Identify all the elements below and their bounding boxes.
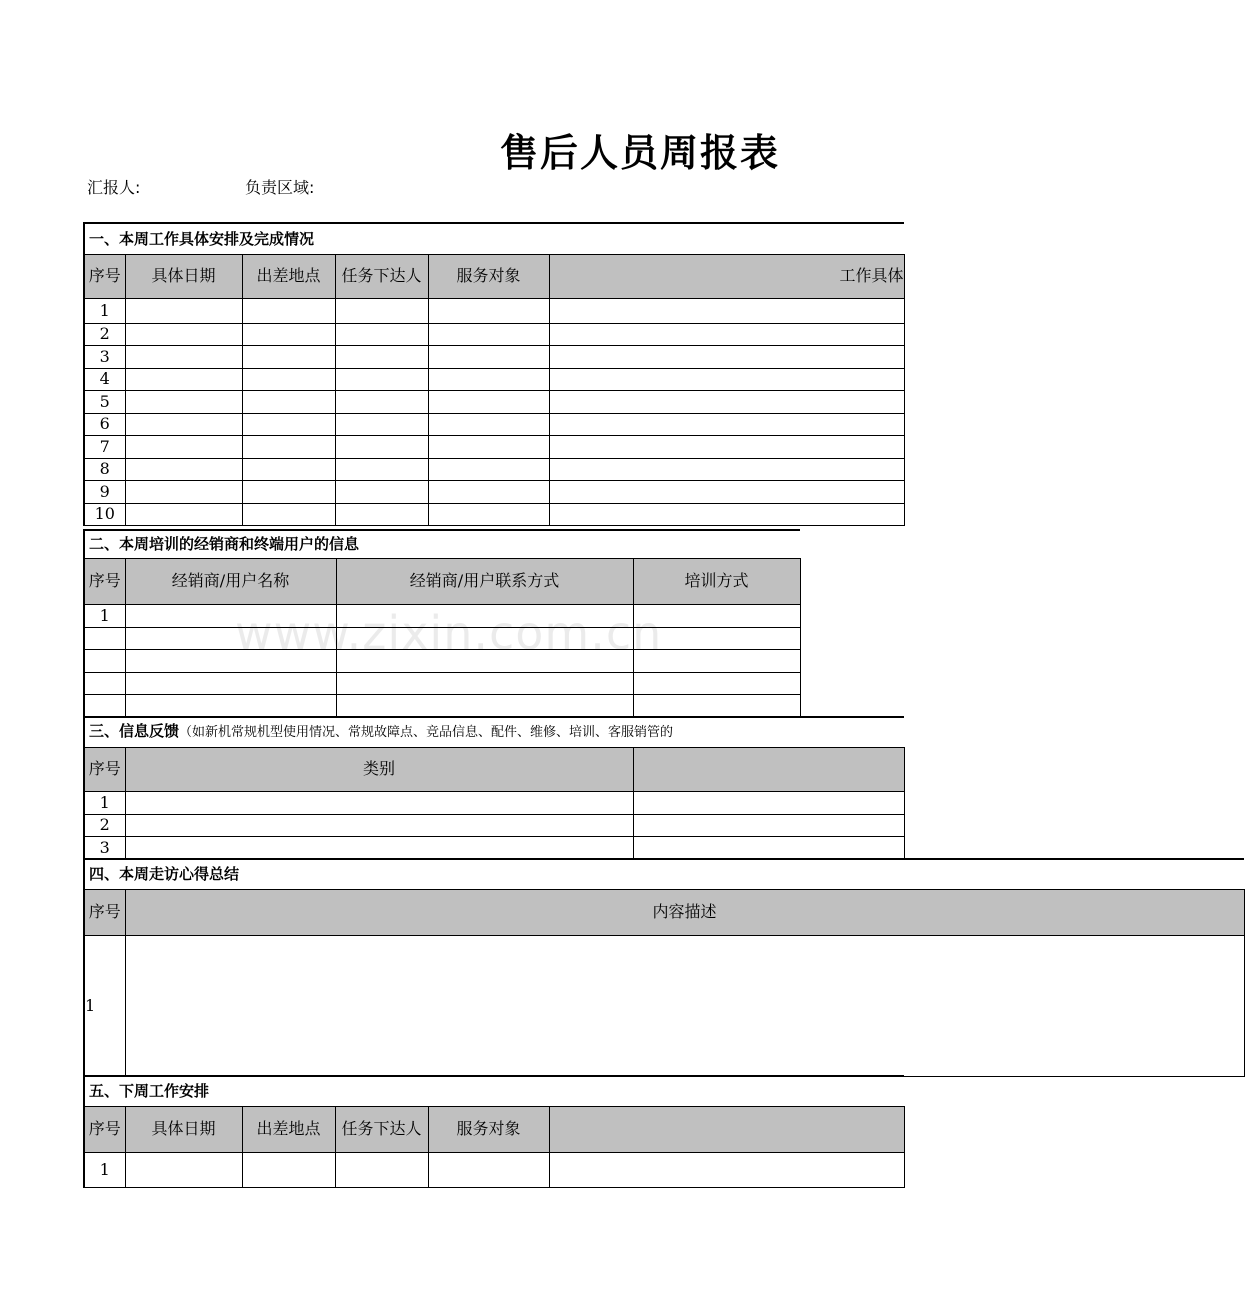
- cell[interactable]: [242, 503, 335, 525]
- row-index: 2: [84, 323, 125, 345]
- cell[interactable]: [549, 480, 904, 503]
- row-index: [84, 627, 125, 649]
- row-index: 6: [84, 413, 125, 435]
- section1-header-row: [84, 254, 904, 298]
- table-row: [84, 435, 904, 458]
- cell[interactable]: [428, 368, 549, 390]
- row-index: 1: [84, 935, 125, 1076]
- cell[interactable]: [549, 323, 904, 345]
- cell[interactable]: [549, 368, 904, 390]
- row-index: 7: [84, 435, 125, 458]
- cell[interactable]: [242, 458, 335, 480]
- cell[interactable]: [428, 458, 549, 480]
- table-row: [84, 836, 904, 859]
- col-header-client: 服务对象: [428, 1106, 549, 1152]
- cell[interactable]: [336, 694, 633, 717]
- col-header-location: 出差地点: [242, 1106, 335, 1152]
- section4-table-wrap: [83, 858, 799, 1077]
- section5-table: [83, 1075, 905, 1188]
- col-header-date: 具体日期: [125, 254, 242, 298]
- cell[interactable]: [125, 368, 242, 390]
- col-header-description: 内容描述: [125, 889, 1244, 935]
- row-index: 9: [84, 480, 125, 503]
- col-header-work-detail: 工作具体: [549, 254, 904, 298]
- table-row: [84, 458, 904, 480]
- cell[interactable]: [633, 694, 800, 717]
- col-header-work-detail: [549, 1106, 904, 1152]
- cell[interactable]: [335, 345, 428, 368]
- section5-header-row: [84, 1106, 904, 1152]
- col-header-training-method: 培训方式: [633, 558, 800, 604]
- watermark: www.zixin.com.cn: [235, 606, 663, 660]
- cell[interactable]: [335, 1152, 428, 1187]
- cell[interactable]: [335, 503, 428, 525]
- table-row: [84, 935, 1244, 1076]
- cell[interactable]: [335, 368, 428, 390]
- cell[interactable]: [335, 390, 428, 413]
- table-row: [84, 694, 800, 717]
- section3-table-wrap: [83, 716, 799, 860]
- table-row: [84, 413, 904, 435]
- cell[interactable]: [633, 836, 904, 859]
- section3-heading-cell: [84, 717, 904, 747]
- reporter-label: 汇报人:: [87, 178, 141, 197]
- table-row: [84, 298, 904, 323]
- cell[interactable]: [125, 345, 242, 368]
- cell[interactable]: [428, 345, 549, 368]
- table-row: [84, 791, 904, 814]
- table-row: [84, 323, 904, 345]
- row-index: 4: [84, 368, 125, 390]
- col-header-index: 序号: [84, 747, 125, 791]
- cell[interactable]: [125, 298, 242, 323]
- cell[interactable]: [428, 435, 549, 458]
- cell[interactable]: [125, 694, 336, 717]
- cell[interactable]: [335, 413, 428, 435]
- col-header-date: 具体日期: [125, 1106, 242, 1152]
- table-row: [84, 480, 904, 503]
- cell[interactable]: [549, 1152, 904, 1187]
- row-index: 2: [84, 814, 125, 836]
- col-header-assigner: 任务下达人: [335, 1106, 428, 1152]
- cell[interactable]: [335, 298, 428, 323]
- cell[interactable]: [242, 298, 335, 323]
- cell[interactable]: [428, 413, 549, 435]
- cell[interactable]: [335, 458, 428, 480]
- cell[interactable]: [428, 298, 549, 323]
- col-header-location: 出差地点: [242, 254, 335, 298]
- row-index: 5: [84, 390, 125, 413]
- table-row: [84, 345, 904, 368]
- cell[interactable]: [125, 323, 242, 345]
- section4-heading: 四、本周走访心得总结: [84, 859, 1244, 889]
- cell[interactable]: [125, 672, 336, 694]
- table-row: [84, 503, 904, 525]
- cell[interactable]: [633, 672, 800, 694]
- report-title: 售后人员周报表: [500, 131, 781, 175]
- section3-table: [83, 716, 905, 860]
- table-row: [84, 390, 904, 413]
- col-header-assigner: 任务下达人: [335, 254, 428, 298]
- col-header-dealer-contact: 经销商/用户联系方式: [336, 558, 633, 604]
- section5-heading: 五、下周工作安排: [84, 1076, 904, 1106]
- row-index: 1: [84, 604, 125, 627]
- cell[interactable]: [428, 480, 549, 503]
- table-row: [84, 368, 904, 390]
- section3-note: （如新机常规机型使用情况、常规故障点、竞品信息、配件、维修、培训、客服销管的: [179, 725, 674, 741]
- cell[interactable]: [428, 323, 549, 345]
- cell[interactable]: [633, 814, 904, 836]
- row-index: 3: [84, 345, 125, 368]
- row-index: 8: [84, 458, 125, 480]
- cell[interactable]: [549, 298, 904, 323]
- cell[interactable]: [242, 345, 335, 368]
- cell[interactable]: [549, 458, 904, 480]
- col-header-dealer-name: 经销商/用户名称: [125, 558, 336, 604]
- cell[interactable]: [335, 480, 428, 503]
- table-row: [84, 1152, 904, 1187]
- col-header-index: 序号: [84, 1106, 125, 1152]
- col-header-client: 服务对象: [428, 254, 549, 298]
- row-index: [84, 694, 125, 717]
- cell[interactable]: [335, 323, 428, 345]
- col-header-index: 序号: [84, 254, 125, 298]
- section3-heading: 三、信息反馈: [89, 722, 180, 741]
- cell[interactable]: [125, 1152, 242, 1187]
- cell[interactable]: [549, 390, 904, 413]
- cell[interactable]: [242, 1152, 335, 1187]
- cell[interactable]: [125, 503, 242, 525]
- cell[interactable]: [242, 480, 335, 503]
- cell[interactable]: [428, 503, 549, 525]
- section2-header-row: [84, 558, 800, 604]
- cell[interactable]: [242, 435, 335, 458]
- row-index: 1: [84, 1152, 125, 1187]
- row-index: [84, 649, 125, 672]
- row-index: 10: [84, 503, 125, 525]
- col-header-content: [633, 747, 904, 791]
- row-index: 1: [84, 298, 125, 323]
- cell[interactable]: [549, 345, 904, 368]
- cell[interactable]: [125, 480, 242, 503]
- cell[interactable]: [242, 323, 335, 345]
- section1-table: [83, 222, 905, 526]
- table-row: [84, 672, 800, 694]
- cell[interactable]: [125, 435, 242, 458]
- section4-table: [83, 858, 1245, 1077]
- section3-header-row: [84, 747, 904, 791]
- cell[interactable]: [242, 390, 335, 413]
- section1-table-wrap: [83, 222, 904, 526]
- cell[interactable]: [242, 413, 335, 435]
- table-row: [84, 814, 904, 836]
- row-index: [84, 672, 125, 694]
- area-label: 负责区域:: [245, 178, 315, 197]
- section1-heading: 一、本周工作具体安排及完成情况: [84, 223, 904, 254]
- cell[interactable]: [549, 435, 904, 458]
- cell[interactable]: [125, 413, 242, 435]
- cell[interactable]: [549, 413, 904, 435]
- section2-heading: 二、本周培训的经销商和终端用户的信息: [84, 530, 800, 558]
- row-index: 1: [84, 791, 125, 814]
- cell[interactable]: [125, 836, 633, 859]
- cell[interactable]: [125, 390, 242, 413]
- cell[interactable]: [125, 791, 633, 814]
- section4-header-row: [84, 889, 1244, 935]
- description-cell[interactable]: [125, 935, 1244, 1076]
- cell[interactable]: [428, 1152, 549, 1187]
- col-header-index: 序号: [84, 889, 125, 935]
- cell[interactable]: [242, 368, 335, 390]
- col-header-category: 类别: [125, 747, 633, 791]
- row-index: 3: [84, 836, 125, 859]
- cell[interactable]: [125, 458, 242, 480]
- cell[interactable]: [633, 791, 904, 814]
- section5-table-wrap: [83, 1075, 799, 1188]
- cell[interactable]: [125, 814, 633, 836]
- cell[interactable]: [428, 390, 549, 413]
- cell[interactable]: [335, 435, 428, 458]
- col-header-index: 序号: [84, 558, 125, 604]
- cell[interactable]: [336, 672, 633, 694]
- cell[interactable]: [549, 503, 904, 525]
